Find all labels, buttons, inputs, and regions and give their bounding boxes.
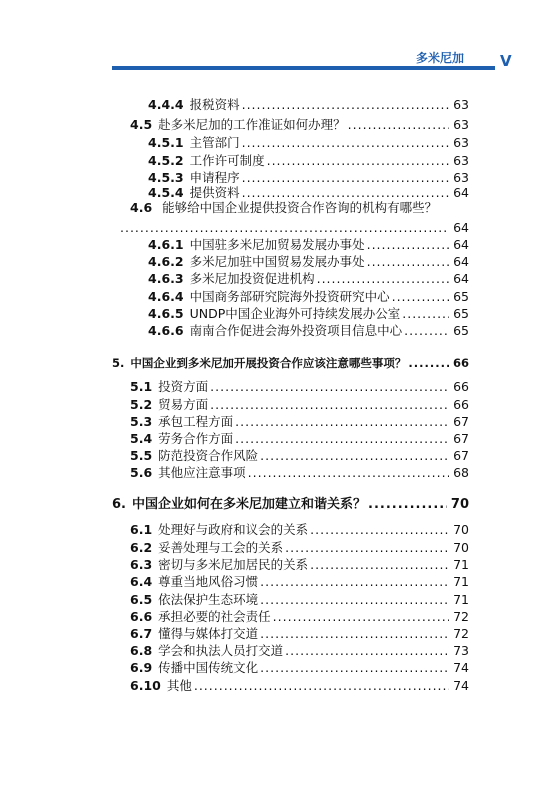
toc-entry[interactable] [148,152,469,170]
toc-entry[interactable] [130,447,469,465]
toc-leader [367,236,449,254]
toc-page: 70 [450,497,469,512]
toc-page: 73 [453,643,469,658]
toc-number: 4.6.2 [148,254,184,269]
toc-leader [260,659,449,677]
toc-title: 多米尼加投资促进机构 [189,271,315,286]
toc-leader [260,591,449,609]
toc-page: 63 [453,170,469,185]
toc-entry[interactable] [130,677,469,695]
toc-title: 多米尼加驻中国贸易发展办事处 [189,254,365,269]
toc-title: 中国企业到多米尼加开展投资合作应该注意哪些事项？ [130,356,407,370]
toc-number: 5.1 [130,379,153,394]
toc-leader [120,219,449,237]
toc-number: 4.5.3 [148,170,184,185]
toc-title: 南南合作促进会海外投资项目信息中心 [189,323,403,338]
toc-number: 5.5 [130,448,153,463]
toc-leader [210,396,449,414]
toc-title: 其他应注意事项 [158,465,246,480]
toc-leader [260,625,449,643]
toc-entry[interactable] [130,396,469,414]
toc-page: 66 [453,379,469,394]
toc-leader [267,152,449,170]
toc-chapter[interactable] [112,496,469,514]
toc-number: 4.6.4 [148,289,184,304]
toc-title: 防范投资合作风险 [158,448,259,463]
toc-page: 74 [453,678,469,693]
toc-title: 提供资料 [189,185,240,200]
toc-leader [235,430,449,448]
toc-page: 63 [453,117,469,132]
toc-number: 4.6.6 [148,323,184,338]
toc-page: 67 [453,431,469,446]
toc-page: 63 [453,135,469,150]
toc-leader [194,677,449,695]
toc-page: 68 [453,465,469,480]
toc-entry[interactable] [130,573,469,591]
toc-entry[interactable] [148,305,469,323]
toc-entry[interactable] [130,556,469,574]
page-number: V [500,52,512,70]
toc-entry[interactable] [130,378,469,396]
toc-number: 5.2 [130,397,153,412]
toc-page: 64 [453,220,469,235]
toc-number: 5. [112,356,125,370]
toc-number: 4.6 [130,200,153,215]
toc-number: 6.5 [130,592,153,607]
toc-leader [235,413,449,431]
toc-title: 尊重当地风俗习惯 [158,574,259,589]
toc-leader [248,464,449,482]
toc-number: 6.4 [130,574,153,589]
toc-number: 6.8 [130,643,153,658]
toc-title: 能够给中国企业提供投资合作咨询的机构有哪些？ [162,200,438,215]
toc-page: 72 [453,626,469,641]
toc-page: 67 [453,414,469,429]
header-title: 多米尼加 [416,51,465,65]
toc-entry[interactable] [130,625,469,643]
toc-entry[interactable] [130,539,469,557]
toc-number: 6.1 [130,522,153,537]
header-rule [112,66,495,70]
toc-title: 密切与多米尼加居民的关系 [158,557,309,572]
toc-title: 处理好与政府和议会的关系 [158,522,309,537]
toc-number: 5.4 [130,431,153,446]
toc-page: 72 [453,609,469,624]
toc-leader [367,253,449,271]
toc-leader [273,608,449,626]
toc-leader [260,573,449,591]
toc-page: 74 [453,660,469,675]
toc-leader [348,116,449,134]
toc-entry[interactable] [130,521,469,539]
toc-title: 依法保护生态环境 [158,592,259,607]
toc-page: 71 [453,592,469,607]
toc-title: 工作许可制度 [189,153,265,168]
toc-leader [404,322,449,340]
toc-leader [310,521,449,539]
toc-number: 4.5.1 [148,135,184,150]
toc-title: 贸易方面 [158,397,209,412]
toc-number: 6. [112,497,126,512]
toc-leader [368,496,447,514]
toc-page: 70 [453,522,469,537]
toc-chapter[interactable] [112,354,469,372]
toc-entry[interactable] [148,322,469,340]
toc-entry[interactable] [130,430,469,448]
toc-title: 投资方面 [158,379,209,394]
toc-entry[interactable] [130,608,469,626]
toc-page: 71 [453,574,469,589]
toc-number: 4.5 [130,117,153,132]
toc-entry[interactable] [130,413,469,431]
toc-entry[interactable] [130,116,469,134]
toc-number: 6.7 [130,626,153,641]
toc-leader [242,134,449,152]
toc-leader [392,288,449,306]
toc-title: 报税资料 [189,97,240,112]
toc-number: 4.4.4 [148,97,184,112]
toc-title: 其他 [166,678,192,693]
toc-leader [408,354,449,372]
toc-title: 中国驻多米尼加贸易发展办事处 [189,237,365,252]
toc-number: 4.6.3 [148,271,184,286]
toc-entry[interactable] [130,642,469,660]
toc-page: 65 [453,323,469,338]
toc-entry[interactable] [130,464,469,482]
toc-page: 66 [452,356,469,370]
toc-leader [210,378,449,396]
toc-title: 承包工程方面 [158,414,234,429]
toc-leader [310,556,449,574]
toc-page: 63 [453,97,469,112]
toc-title: 中国商务部研究院海外投资研究中心 [189,289,390,304]
toc-entry[interactable] [148,96,469,114]
toc-title: 传播中国传统文化 [158,660,259,675]
toc-number: 4.6.5 [148,306,184,321]
toc-number: 6.10 [130,678,161,693]
toc-title: 劳务合作方面 [158,431,234,446]
toc-number: 6.9 [130,660,153,675]
toc-entry[interactable] [130,591,469,609]
toc-number: 4.5.2 [148,153,184,168]
toc-entry-heading[interactable] [130,199,437,217]
toc-number: 4.6.1 [148,237,184,252]
toc-title: UNDP中国企业海外可持续发展办公室 [189,306,401,321]
toc-leader [260,447,449,465]
toc-title: 中国企业如何在多米尼加建立和谐关系？ [131,497,366,512]
toc-number: 4.5.4 [148,185,184,200]
toc-entry[interactable] [148,253,469,271]
toc-title: 妥善处理与工会的关系 [158,540,284,555]
toc-number: 6.2 [130,540,153,555]
toc-page: 65 [453,306,469,321]
toc-page: 67 [453,448,469,463]
toc-entry-continuation[interactable] [118,219,469,237]
toc-entry[interactable] [148,134,469,152]
toc-number: 6.6 [130,609,153,624]
toc-title: 承担必要的社会责任 [158,609,271,624]
toc-leader [317,270,449,288]
toc-leader [285,539,449,557]
toc-title: 主管部门 [189,135,240,150]
toc-leader [242,96,449,114]
toc-page: 64 [453,237,469,252]
toc-leader [285,642,449,660]
toc-page: 64 [453,254,469,269]
toc-number: 5.6 [130,465,153,480]
toc-page: 66 [453,397,469,412]
toc-title: 赴多米尼加的工作准证如何办理？ [158,117,346,132]
toc-page: 65 [453,289,469,304]
toc-page: 64 [453,271,469,286]
toc-page: 64 [453,185,469,200]
toc-number: 5.3 [130,414,153,429]
toc-title: 懂得与媒体打交道 [158,626,259,641]
toc-entry[interactable] [148,270,469,288]
toc-entry[interactable] [148,288,469,306]
toc-page: 71 [453,557,469,572]
toc-title: 申请程序 [189,170,240,185]
toc-entry[interactable] [130,659,469,677]
toc-page: 70 [453,540,469,555]
toc-number: 6.3 [130,557,153,572]
toc-title: 学会和执法人员打交道 [158,643,284,658]
toc-leader [402,305,449,323]
toc-entry[interactable] [148,236,469,254]
toc-page: 63 [453,153,469,168]
